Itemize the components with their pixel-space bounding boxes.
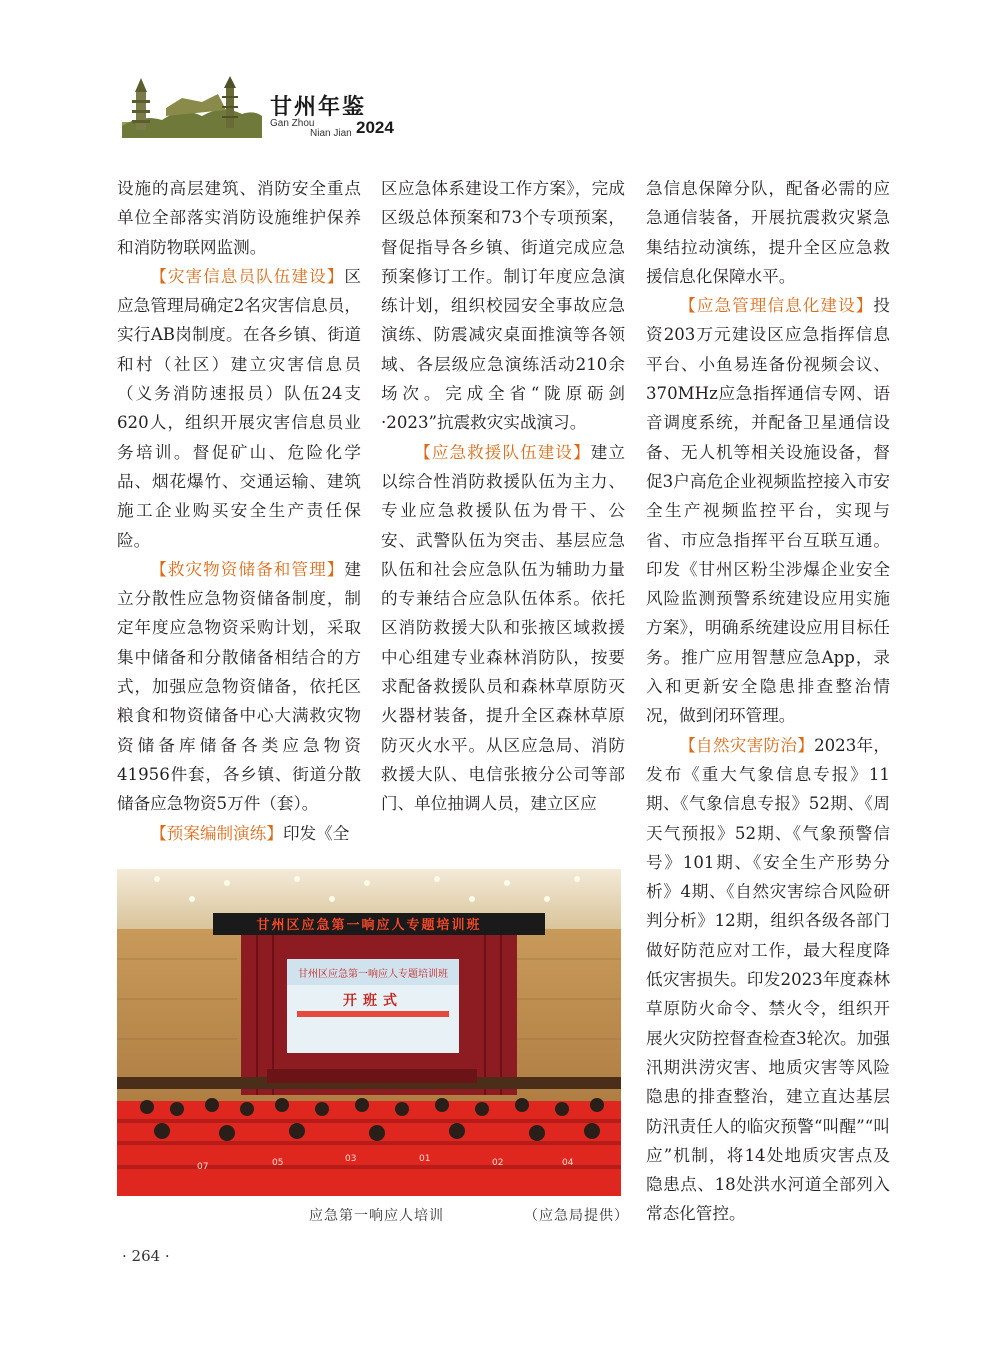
paragraph: 设施的高层建筑、消防安全重点单位全部落实消防设施维护保养和消防物联网监测。 — [117, 179, 361, 257]
section-heading: 【自然灾害防治】 — [679, 735, 815, 755]
paragraph: 【应急管理信息化建设】投资203万元建设区应急指挥信息平台、小鱼易连备份视频会议、370MHz应急指挥通信专网、语音调度系统，并配备卫星通信设备、无人机等相关设施设备，督促3户高危企业视频监控接入市安全生产视频监控平台，实现与省、市应急指挥平台互联互通。印发《甘州区粉尘涉爆企业安全风险监测预警系统建设应用实施方案》，明确系统建设应用目标任务。推广应用智慧应急App，录入和更新安全隐患排查整治情况，做到闭环管理。 — [646, 296, 890, 726]
brand-english-line2: Nian Jian — [310, 128, 352, 139]
section-heading: 【灾害信息员队伍建设】 — [150, 266, 345, 286]
screen-subtitle: 开班式 — [343, 993, 403, 1009]
section-heading: 【救灾物资储备和管理】 — [150, 559, 345, 579]
paragraph: 【应急救援队伍建设】建立以综合性消防救援队伍为主力、专业应急救援队伍为骨干、公安、武警队伍为突击、基层应急队伍和社会应急队伍为辅助力量的专兼结合应急队伍体系。依托区消防救援大队和张掖区域救援中心组建专业森林消防队，按要求配备救援队员和森林草原防灭火器材装备，提升全区森林草原防灭火水平。从区应急局、消防救援大队、电信张掖分公司等部门、单位抽调人员，建立区应 — [381, 442, 625, 814]
yearbook-brand — [270, 90, 410, 138]
section-heading: 【应急管理信息化建设】 — [679, 296, 874, 316]
pagoda-landscape-logo — [122, 76, 262, 138]
page-header — [122, 76, 422, 138]
page-number: · 264 · — [122, 1247, 170, 1265]
text-column-3 — [646, 174, 890, 1229]
text-column-2 — [381, 174, 625, 819]
seat-number: 04 — [562, 1158, 574, 1168]
paragraph: 【救灾物资储备和管理】建立分散性应急物资储备制度，制定年度应急物资采购计划，采取集中储备和分散储备相结合的方式，加强应急物资储备，依托区粮食和物资储备中心大满救灾物资储备库储备各类应急物资41956件套，各乡镇、街道分散储备应急物资5万件（套）。 — [117, 559, 361, 814]
seat-number: 03 — [345, 1154, 357, 1164]
training-photo — [117, 869, 621, 1196]
section-heading: 【预案编制演练】 — [150, 823, 283, 843]
seat-number: 02 — [492, 1158, 504, 1168]
screen-title: 甘州区应急第一响应人专题培训班 — [298, 969, 448, 980]
text-column-1 — [117, 174, 361, 848]
brand-english-line1: Gan Zhou — [270, 118, 315, 129]
paragraph: 【灾害信息员队伍建设】区应急管理局确定2名灾害信息员，实行AB岗制度。在各乡镇、街道和村（社区）建立灾害信息员（义务消防速报员）队伍24支620人，组织开展灾害信息员业务培训。督促矿山、危险化学品、烟花爆竹、交通运输、建筑施工企业购买安全生产责任保险。 — [117, 266, 361, 550]
photo-credit: （应急局提供） — [524, 1208, 629, 1224]
paragraph: 【预案编制演练】印发《全 — [150, 823, 350, 843]
section-heading: 【应急救援队伍建设】 — [414, 442, 591, 462]
seat-number: 01 — [419, 1154, 431, 1164]
led-banner: 甘州区应急第一响应人专题培训班 — [256, 918, 482, 933]
paragraph: 急信息保障分队，配备必需的应急通信装备，开展抗震救灾紧急集结拉动演练，提升全区应急救援信息化保障水平。 — [646, 179, 890, 286]
photo-caption: 应急第一响应人培训 — [309, 1208, 444, 1224]
brand-chinese-title: 甘州年鉴 — [270, 94, 367, 120]
paragraph: 区应急体系建设工作方案》，完成区级总体预案和73个专项预案，督促指导各乡镇、街道完成应急预案修订工作。制订年度应急演练计划，组织校园安全事故应急演练、防震减灾桌面推演等各领域、各层级应急演练活动210余场次。完成全省“陇原砺剑·2023”抗震救灾实战演习。 — [381, 179, 625, 433]
seat-number: 05 — [272, 1158, 284, 1168]
paragraph: 【自然灾害防治】2023年，发布《重大气象信息专报》11期、《气象信息专报》52期、《周天气预报》52期、《气象预警信号》101期、《安全生产形势分析》4期、《自然灾害综合风险研判分析》12期，组织各级各部门做好防范应对工作，最大程度降低灾害损失。印发2023年度森林草原防火命令、禁火令，组织开展火灾防控督查检查3轮次。加强汛期洪涝灾害、地质灾害等风险隐患的排查整治，建立直达基层防汛责任人的临灾预警“叫醒”“叫应”机制，将14处地质灾害点及隐患点、18处洪水河道全部列入常态化管控。 — [646, 735, 891, 1224]
seat-number: 07 — [197, 1162, 209, 1172]
brand-year: 2024 — [356, 118, 394, 137]
